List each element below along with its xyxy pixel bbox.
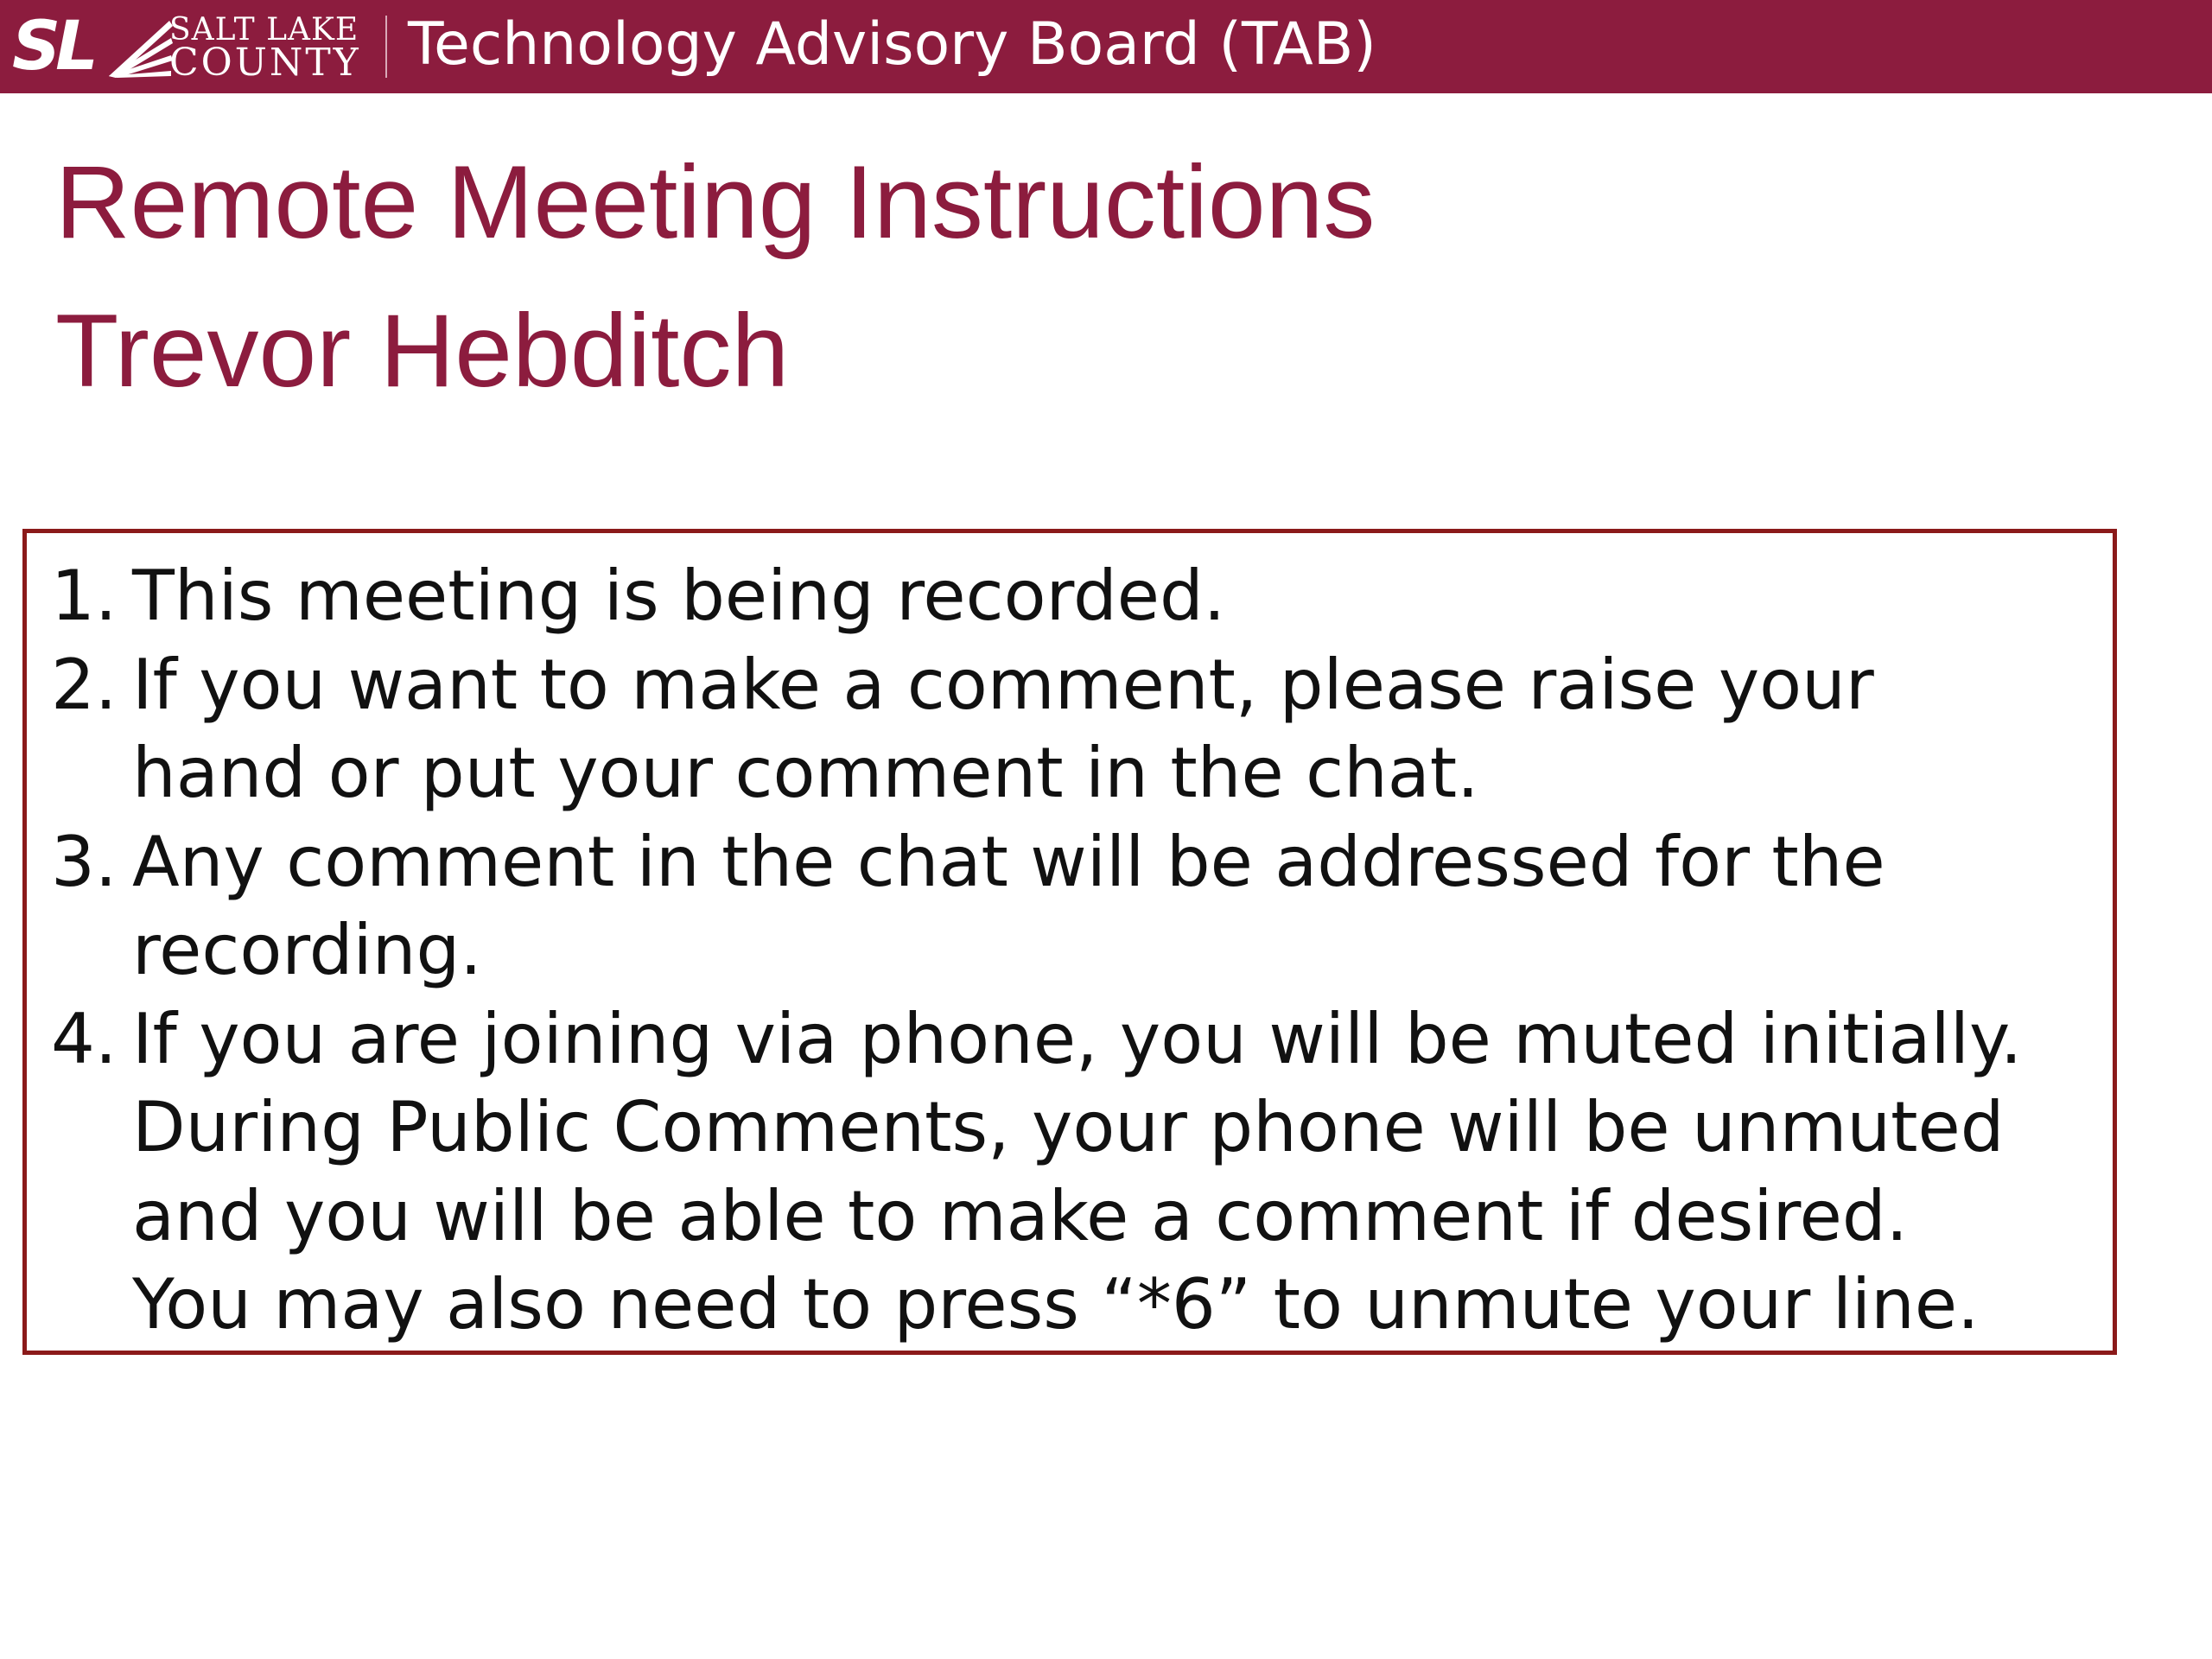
instruction-number: 2. bbox=[51, 644, 118, 725]
instruction-number: 4. bbox=[51, 998, 118, 1079]
instruction-line: If you are joining via phone, you will be muted initially. bbox=[132, 998, 2023, 1079]
salt-lake-county-logo bbox=[12, 8, 366, 86]
instruction-item-4 bbox=[51, 995, 2022, 1350]
logo-line-2: COUNTY bbox=[169, 41, 361, 85]
instructions-box bbox=[22, 529, 2117, 1355]
instruction-line: During Public Comments, your phone will be unmuted bbox=[132, 1087, 2005, 1167]
instruction-line: hand or put your comment in the chat. bbox=[132, 733, 1479, 813]
slide-title-line-1: Remote Meeting Instructions bbox=[55, 144, 1376, 260]
logo-line-1: SALT LAKE bbox=[169, 12, 359, 48]
header-title: Technology Advisory Board (TAB) bbox=[408, 10, 1376, 79]
instruction-item-1 bbox=[51, 552, 2022, 641]
logo-mark: SL bbox=[12, 8, 93, 86]
logo-sun-rays-icon bbox=[105, 17, 175, 79]
slide-title bbox=[55, 128, 1375, 425]
instruction-number: 3. bbox=[51, 821, 118, 902]
instruction-item-2 bbox=[51, 641, 2022, 818]
instruction-line: Any comment in the chat will be addressed for the bbox=[132, 821, 1885, 902]
logo-wordmark bbox=[169, 12, 361, 85]
instruction-number: 1. bbox=[51, 556, 118, 636]
instruction-line: and you will be able to make a comment if desired. bbox=[132, 1175, 1909, 1256]
instruction-item-3 bbox=[51, 818, 2022, 995]
instructions-list bbox=[51, 552, 2022, 1350]
header-divider bbox=[385, 16, 387, 78]
instruction-line: recording. bbox=[132, 910, 482, 990]
slide-title-line-2: Trevor Hebditch bbox=[55, 293, 790, 409]
header-bar bbox=[0, 0, 2212, 93]
instruction-line: This meeting is being recorded. bbox=[132, 556, 1226, 636]
instruction-line: You may also need to press “*6” to unmute your line. bbox=[132, 1264, 1980, 1344]
instruction-line: If you want to make a comment, please raise your bbox=[132, 644, 1874, 725]
